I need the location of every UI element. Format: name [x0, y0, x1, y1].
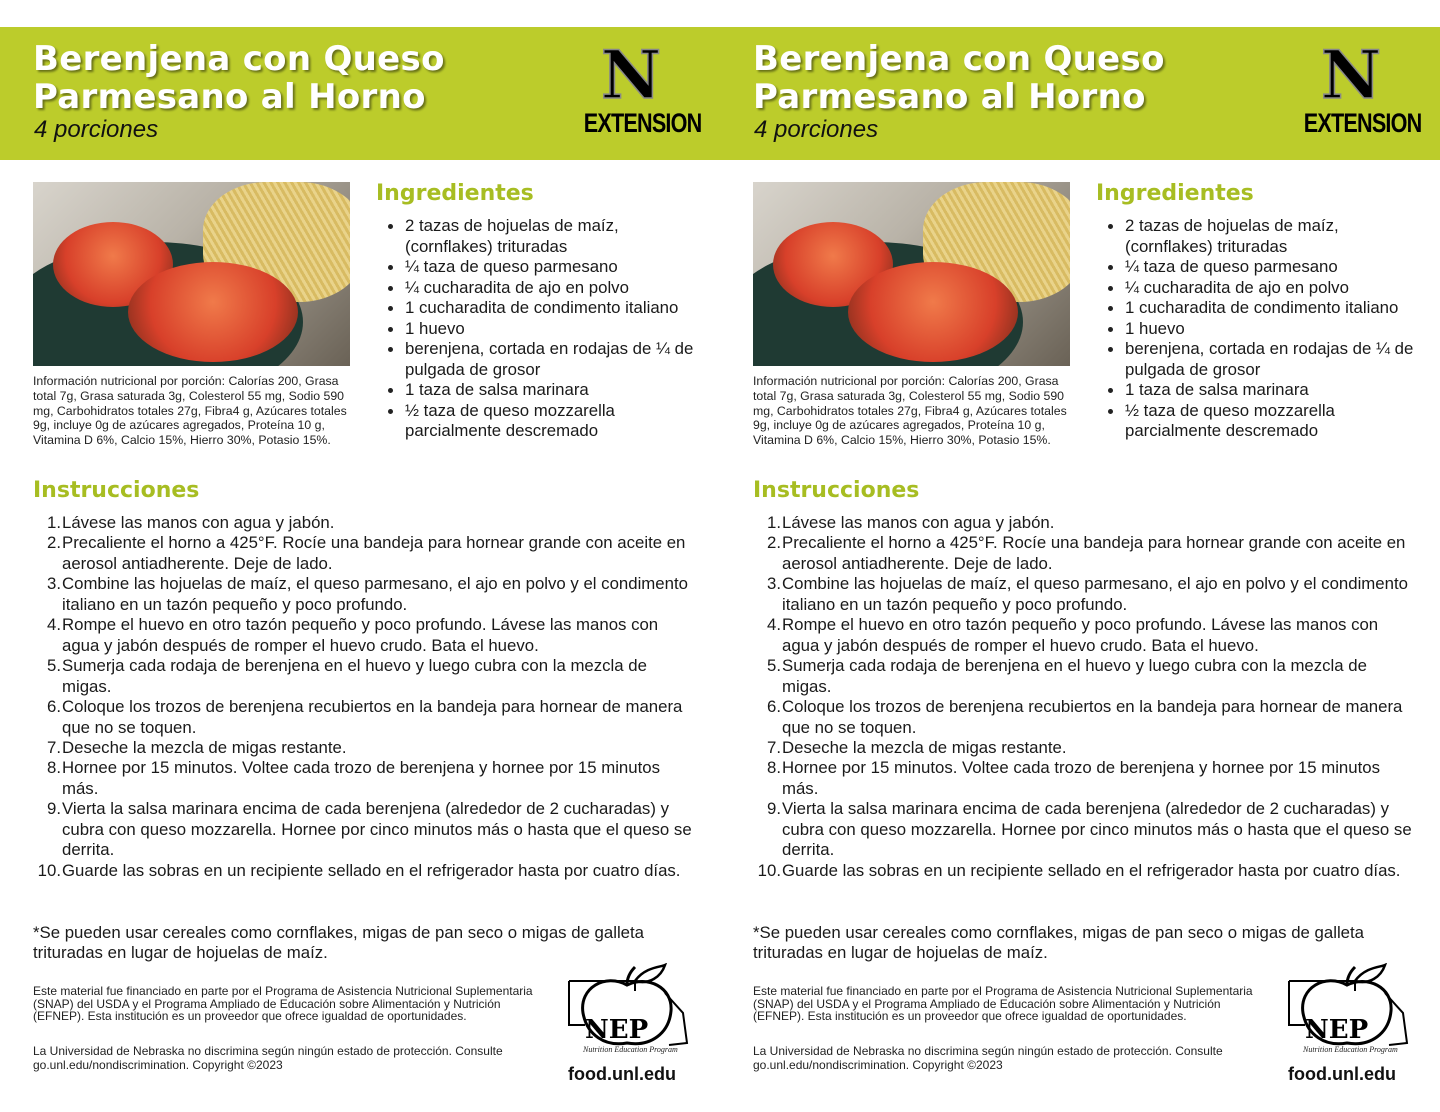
nep-text: NEP: [585, 1015, 649, 1045]
step-number: 4.: [47, 615, 61, 635]
instruction-step: [33, 533, 693, 574]
substitution-note: *Se pueden usar cereales como cornflakes, migas de pan seco o migas de galleta trituradas en lugar de hojuelas de maíz.: [753, 923, 1365, 963]
ingredient-item: berenjena, cortada en rodajas de ¼ de pulgada de grosor: [386, 339, 696, 380]
instruction-step: [753, 533, 1413, 574]
step-text: Precaliente el horno a 425°F. Rocíe una bandeja para hornear grande con aceite en aerosol antiadherente. Deje de lado.: [782, 533, 1406, 573]
step-number: 9.: [767, 799, 781, 819]
extension-label: EXTENSION: [1303, 108, 1422, 138]
step-text: Guarde las sobras en un recipiente sellado en el refrigerador hasta por cuatro días.: [782, 860, 1401, 880]
title-line-1: Berenjena con Queso: [33, 39, 445, 79]
instruction-step: [753, 758, 1413, 799]
ingredient-item: ½ taza de queso mozzarella parcialmente descremado: [386, 401, 696, 442]
ingredients-heading: Ingredientes: [1096, 181, 1254, 206]
step-text: Combine las hojuelas de maíz, el queso parmesano, el ajo en polvo y el condimento italiano en un tazón pequeño y poco profundo.: [62, 574, 688, 614]
step-text: Rompe el huevo en otro tazón pequeño y poco profundo. Lávese las manos con agua y jabón después de romper el huevo crudo. Bata el huevo.: [62, 615, 659, 655]
ingredient-item: 1 taza de salsa marinara: [386, 380, 696, 401]
instruction-step: [33, 574, 693, 615]
ingredient-item: 1 huevo: [1106, 319, 1416, 340]
recipe-photo: [753, 182, 1070, 366]
ingredient-item: ¼ taza de queso parmesano: [1106, 257, 1416, 278]
step-text: Sumerja cada rodaja de berenjena en el huevo y luego cubra con la mezcla de migas.: [782, 656, 1367, 696]
recipe-title: [753, 40, 1165, 116]
ingredient-item: ¼ cucharadita de ajo en polvo: [1106, 278, 1416, 299]
ingredients-heading: Ingredientes: [376, 181, 534, 206]
instruction-step: [753, 738, 1413, 758]
ingredient-item: ¼ cucharadita de ajo en polvo: [386, 278, 696, 299]
step-number: 6.: [47, 697, 61, 717]
instruction-step: [753, 513, 1413, 533]
ingredients-list: [1106, 216, 1416, 442]
n-logo-icon: N: [1320, 36, 1382, 114]
ingredient-item: 2 tazas de hojuelas de maíz, (cornflakes) trituradas: [386, 216, 696, 257]
extension-label: EXTENSION: [583, 108, 702, 138]
step-number: 5.: [767, 656, 781, 676]
instruction-step: [753, 697, 1413, 738]
instruction-step: [33, 656, 693, 697]
nep-subtitle: Nutrition Education Program: [1303, 1045, 1398, 1054]
ingredient-item: ½ taza de queso mozzarella parcialmente descremado: [1106, 401, 1416, 442]
recipe-title: [33, 40, 445, 116]
step-number: 8.: [767, 758, 781, 778]
step-text: Rompe el huevo en otro tazón pequeño y poco profundo. Lávese las manos con agua y jabón después de romper el huevo crudo. Bata el huevo.: [782, 615, 1379, 655]
recipe-photo: [33, 182, 350, 366]
nep-logo: [1285, 963, 1410, 1055]
website-link[interactable]: food.unl.edu: [568, 1064, 676, 1084]
ingredient-item: 2 tazas de hojuelas de maíz, (cornflakes) trituradas: [1106, 216, 1416, 257]
ingredients-list: [386, 216, 696, 442]
ingredient-item: ¼ taza de queso parmesano: [386, 257, 696, 278]
step-number: 10.: [37, 860, 61, 880]
nep-subtitle: Nutrition Education Program: [583, 1045, 678, 1054]
instruction-step: [33, 513, 693, 533]
step-text: Coloque los trozos de berenjena recubiertos en la bandeja para hornear de manera que no se toquen.: [62, 697, 683, 737]
step-text: Deseche la mezcla de migas restante.: [62, 737, 347, 757]
website-link[interactable]: food.unl.edu: [1288, 1064, 1396, 1084]
servings: 4 porciones: [754, 116, 879, 143]
step-number: 8.: [47, 758, 61, 778]
step-number: 1.: [767, 513, 781, 532]
recipe-card-right: [720, 0, 1440, 1112]
instructions-heading: Instrucciones: [753, 478, 920, 503]
instruction-step: [33, 697, 693, 738]
step-text: Vierta la salsa marinara encima de cada berenjena (alrededor de 2 cucharadas) y cubra con queso mozzarella. Hornee por cinco minutos más o hasta que el queso se derrita.: [782, 799, 1412, 860]
nondiscrimination-statement: La Universidad de Nebraska no discrimina según ningún estado de protección. Consulte go.unl.edu/nondiscrimination. Copyright ©2023: [33, 1044, 503, 1072]
instructions-heading: Instrucciones: [33, 478, 200, 503]
ingredient-item: berenjena, cortada en rodajas de ¼ de pulgada de grosor: [1106, 339, 1416, 380]
step-number: 6.: [767, 697, 781, 717]
step-text: Deseche la mezcla de migas restante.: [782, 737, 1067, 757]
funding-statement: Este material fue financiado en parte por el Programa de Asistencia Nutricional Suplementaria (SNAP) del USDA y el Programa Ampliado de Educación sobre Alimentación y Nutrición (EFNEP). Esta institución es un proveedor que ofrece igualdad de oportunidades.: [33, 984, 533, 1024]
step-number: 10.: [757, 860, 781, 880]
instruction-step: [33, 799, 693, 860]
ingredient-item: 1 cucharadita de condimento italiano: [386, 298, 696, 319]
step-text: Precaliente el horno a 425°F. Rocíe una bandeja para hornear grande con aceite en aerosol antiadherente. Deje de lado.: [62, 533, 686, 573]
step-number: 5.: [47, 656, 61, 676]
step-text: Vierta la salsa marinara encima de cada berenjena (alrededor de 2 cucharadas) y cubra con queso mozzarella. Hornee por cinco minutos más o hasta que el queso se derrita.: [62, 799, 692, 860]
nutrition-info: Información nutricional por porción: Calorías 200, Grasa total 7g, Grasa saturada 3g, Colesterol 55 mg, Sodio 590 mg, Carbohidratos totales 27g, Fibra4 g, Azúcares totales 9g, incluye 0g de azúcares agregados, Proteína 10 g, Vitamina D 6%, Calcio 15%, Hierro 30%, Potasio 15%.: [753, 374, 1067, 448]
instruction-step: [753, 615, 1413, 656]
servings: 4 porciones: [34, 116, 159, 143]
instruction-step: [753, 656, 1413, 697]
ingredient-item: 1 cucharadita de condimento italiano: [1106, 298, 1416, 319]
funding-statement: Este material fue financiado en parte por el Programa de Asistencia Nutricional Suplementaria (SNAP) del USDA y el Programa Ampliado de Educación sobre Alimentación y Nutrición (EFNEP). Esta institución es un proveedor que ofrece igualdad de oportunidades.: [753, 984, 1253, 1024]
step-text: Coloque los trozos de berenjena recubiertos en la bandeja para hornear de manera que no se toquen.: [782, 697, 1403, 737]
substitution-note: *Se pueden usar cereales como cornflakes, migas de pan seco o migas de galleta trituradas en lugar de hojuelas de maíz.: [33, 923, 645, 963]
step-number: 9.: [47, 799, 61, 819]
step-text: Sumerja cada rodaja de berenjena en el huevo y luego cubra con la mezcla de migas.: [62, 656, 647, 696]
step-text: Lávese las manos con agua y jabón.: [62, 513, 335, 532]
ingredient-item: 1 huevo: [386, 319, 696, 340]
nutrition-info: Información nutricional por porción: Calorías 200, Grasa total 7g, Grasa saturada 3g, Colesterol 55 mg, Sodio 590 mg, Carbohidratos totales 27g, Fibra4 g, Azúcares totales 9g, incluye 0g de azúcares agregados, Proteína 10 g, Vitamina D 6%, Calcio 15%, Hierro 30%, Potasio 15%.: [33, 374, 347, 448]
instruction-step: [33, 615, 693, 656]
instructions-list: [753, 513, 1413, 881]
step-number: 7.: [47, 737, 61, 757]
instruction-step: [33, 758, 693, 799]
step-number: 2.: [47, 533, 61, 553]
n-logo-icon: N: [600, 36, 662, 114]
step-text: Combine las hojuelas de maíz, el queso parmesano, el ajo en polvo y el condimento italiano en un tazón pequeño y poco profundo.: [782, 574, 1408, 614]
instruction-step: [753, 861, 1413, 881]
step-text: Lávese las manos con agua y jabón.: [782, 513, 1055, 532]
title-line-1: Berenjena con Queso: [753, 39, 1165, 79]
extension-logo: [1292, 36, 1422, 138]
extension-logo: [572, 36, 702, 138]
instructions-list: [33, 513, 693, 881]
title-line-2: Parmesano al Horno: [33, 77, 426, 117]
instruction-step: [33, 738, 693, 758]
title-line-2: Parmesano al Horno: [753, 77, 1146, 117]
step-text: Hornee por 15 minutos. Voltee cada trozo de berenjena y hornee por 15 minutos más.: [782, 758, 1380, 798]
instruction-step: [33, 861, 693, 881]
nondiscrimination-statement: La Universidad de Nebraska no discrimina según ningún estado de protección. Consulte go.unl.edu/nondiscrimination. Copyright ©2023: [753, 1044, 1223, 1072]
step-number: 1.: [47, 513, 61, 532]
step-text: Guarde las sobras en un recipiente sellado en el refrigerador hasta por cuatro días.: [62, 860, 681, 880]
step-number: 3.: [767, 574, 781, 594]
nep-logo: [565, 963, 690, 1055]
step-text: Hornee por 15 minutos. Voltee cada trozo de berenjena y hornee por 15 minutos más.: [62, 758, 660, 798]
instruction-step: [753, 574, 1413, 615]
nep-text: NEP: [1305, 1015, 1369, 1045]
step-number: 4.: [767, 615, 781, 635]
step-number: 2.: [767, 533, 781, 553]
step-number: 3.: [47, 574, 61, 594]
step-number: 7.: [767, 737, 781, 757]
instruction-step: [753, 799, 1413, 860]
ingredient-item: 1 taza de salsa marinara: [1106, 380, 1416, 401]
